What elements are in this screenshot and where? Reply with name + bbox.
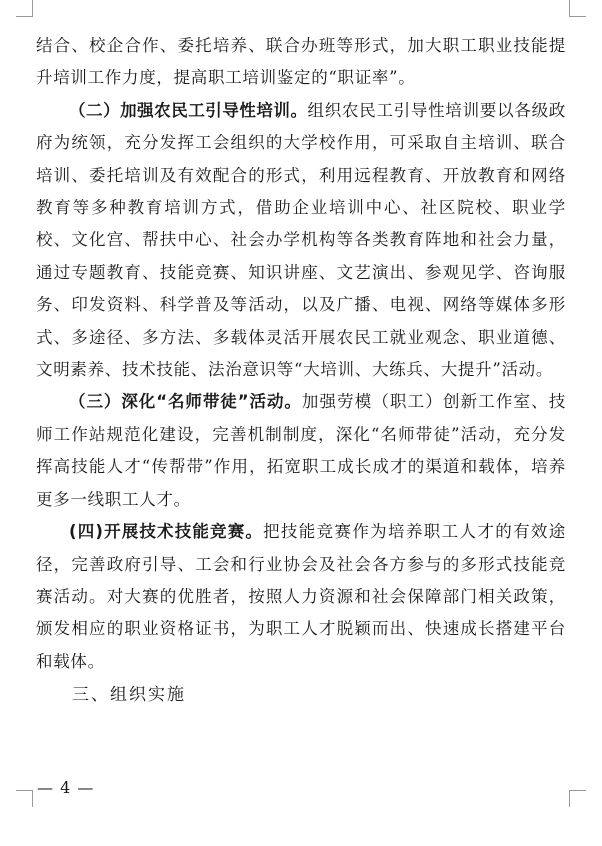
- crop-mark-bottom-right: [569, 790, 586, 807]
- crop-mark-top-left: [16, 0, 33, 17]
- paragraph-text: 加强劳模（职工）创新工作室、技师工作站规范化建设，完善机制制度，深化“名师带徒”活动，充分发挥高技能人才“传帮带”作用，拓宽职工成长成才的渠道和载体，培养更多一线职工人才。: [36, 392, 566, 509]
- paragraph-migrant-worker-training: [36, 95, 566, 387]
- paragraph-text: 把技能竞赛作为培养职工人才的有效途径，完善政府引导、工会和行业协会及社会各方参与的多形式技能竞赛活动。对大赛的优胜者，按照人力资源和社会保障部门相关政策，颁发相应的职业资格证书，为职工人才脱颖而出、快速成长搭建平台和载体。: [36, 522, 566, 671]
- crop-mark-bottom-left: [16, 790, 33, 807]
- section-heading: 三、组织实施: [72, 685, 186, 706]
- paragraph-text: 组织农民工引导性培训要以各级政府为统领，充分发挥工会组织的大学校作用，可采取自主培训、联合培训、委托培训及有效配合的形式，利用远程教育、开放教育和网络教育等多种教育培训方式，借助企业培训中心、社区院校、职业学校、文化宫、帮扶中心、社会办学机构等各类教育阵地和社会力量，通过专题教育、技能竞赛、知识讲座、文艺演出、参观见学、咨询服务、印发资料、科学普及等活动，以及广播、电视、网络等媒体多形式、多途径、多方法、多载体灵活开展农民工就业观念、职业道德、文明素养、技术技能、法治意识等“大培训、大练兵、大提升”活动。: [36, 100, 567, 380]
- paragraph-continuation: [36, 30, 566, 95]
- paragraph-heading: (四)开展技术技能竞赛。: [69, 522, 264, 542]
- paragraph-heading: （二）加强农民工引导性培训。: [69, 100, 308, 120]
- paragraph-heading: （三）深化“名师带徒”活动。: [69, 392, 302, 412]
- paragraph-mentorship: [36, 386, 566, 516]
- paragraph-text: 结合、校企合作、委托培养、联合办班等形式，加大职工职业技能提升培训工作力度，提高职工培训鉴定的“职证率”。: [36, 36, 566, 88]
- page-number: — 4 —: [37, 778, 95, 797]
- crop-mark-top-right: [569, 0, 586, 17]
- document-body: [36, 30, 566, 712]
- paragraph-skills-competition: [36, 516, 566, 678]
